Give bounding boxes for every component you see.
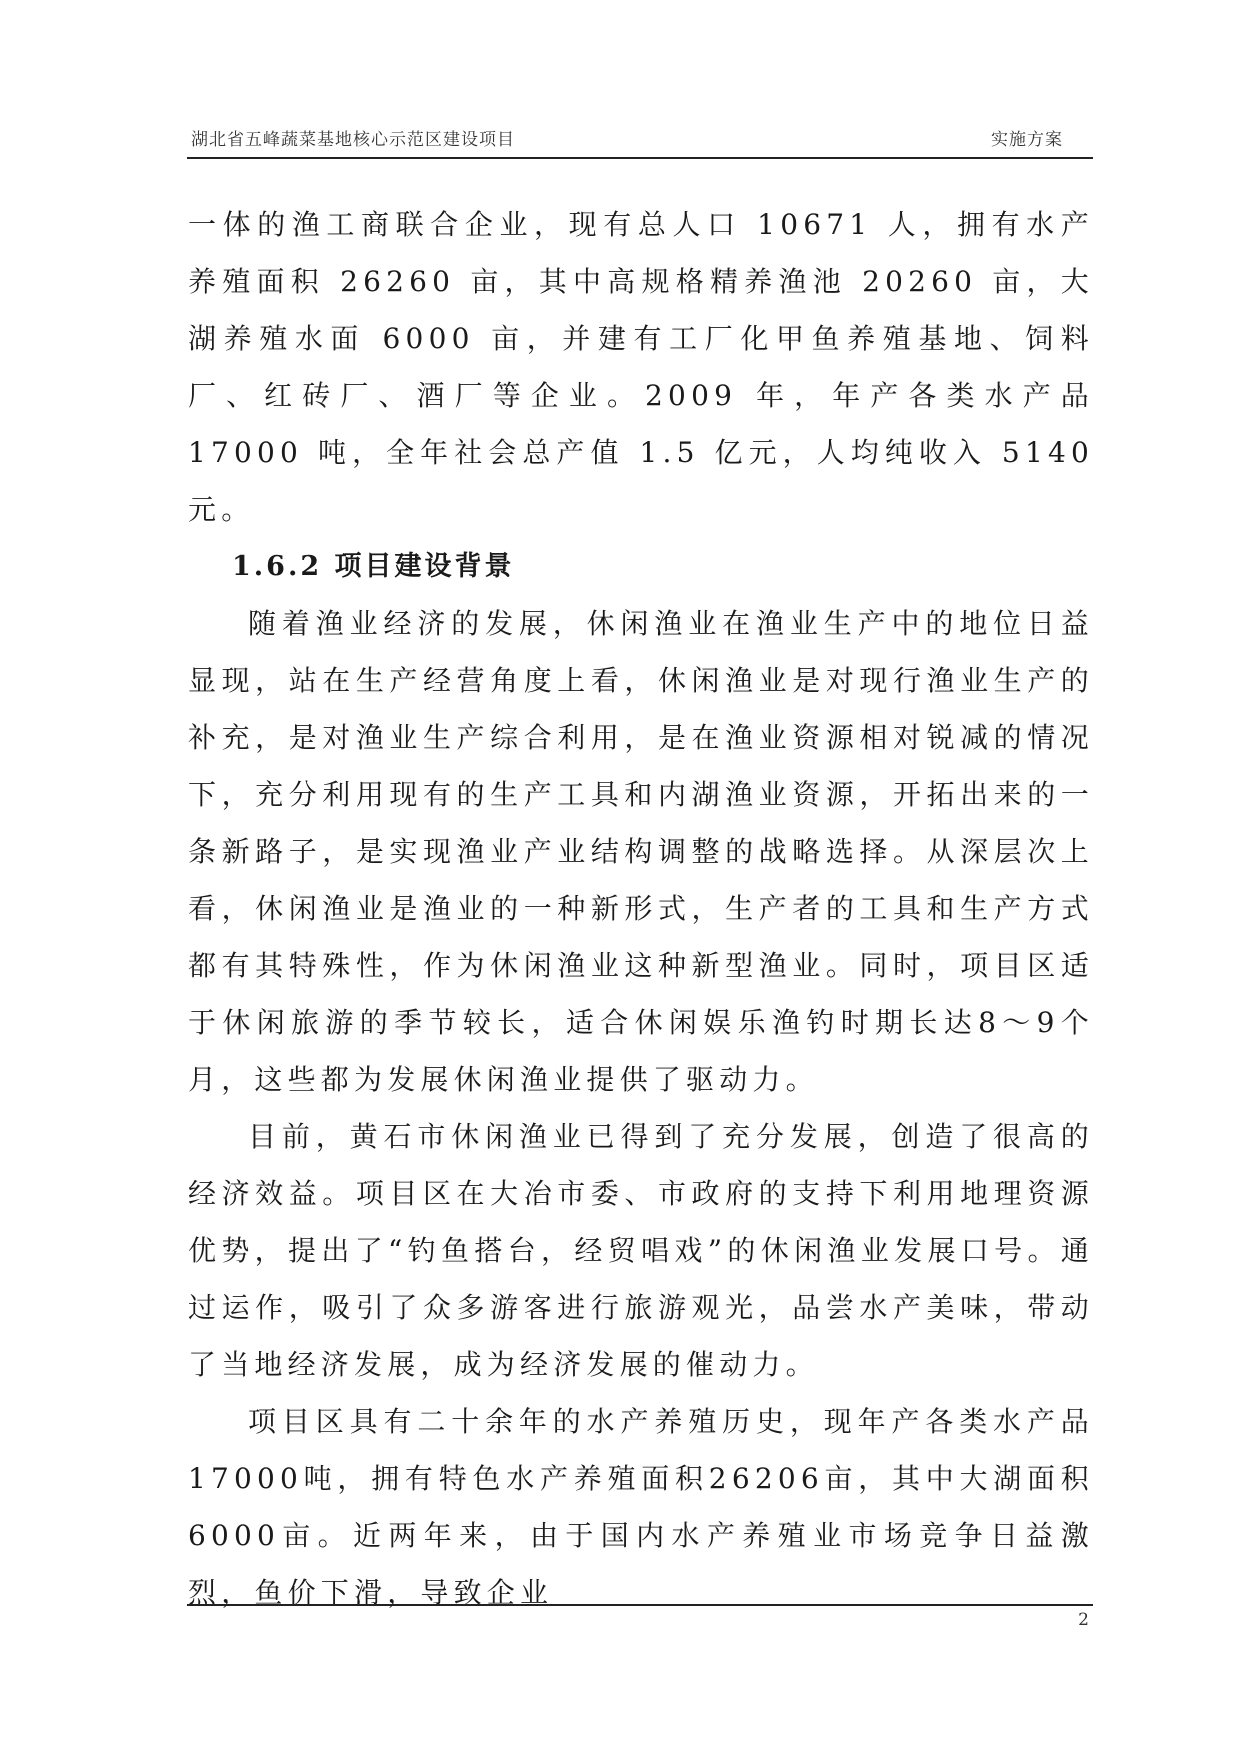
header-document-type: 实施方案	[991, 130, 1063, 150]
page-footer	[187, 1604, 1093, 1630]
paragraph-leisure-fishery-background: 随着渔业经济的发展，休闲渔业在渔业生产中的地位日益显现，站在生产经营角度上看，休闲渔业是对现行渔业生产的补充，是对渔业生产综合利用，是在渔业资源相对锐减的情况下，充分利用现有的生产工具和内湖渔业资源，开拓出来的一条新路子，是实现渔业产业结构调整的战略选择。从深层次上看，休闲渔业是渔业的一种新形式，生产者的工具和生产方式都有其特殊性，作为休闲渔业这种新型渔业。同时，项目区适于休闲旅游的季节较长，适合休闲娱乐渔钓时期长达8～9个月，这些都为发展休闲渔业提供了驱动力。	[188, 607, 1094, 1096]
header-project-title: 湖北省五峰蔬菜基地核心示范区建设项目	[191, 130, 515, 150]
paragraph-aquaculture-history: 项目区具有二十余年的水产养殖历史，现年产各类水产品17000吨，拥有特色水产养殖面积26206亩，其中大湖面积6000亩。近两年来，由于国内水产养殖业市场竞争日益激烈，鱼价下滑，导致企业	[188, 1405, 1094, 1609]
paragraph-huangshi-development: 目前，黄石市休闲渔业已得到了充分发展，创造了很高的经济效益。项目区在大冶市委、市政府的支持下利用地理资源优势，提出了“钓鱼搭台，经贸唱戏”的休闲渔业发展口号。通过运作，吸引了众多游客进行旅游观光，品尝水产美味，带动了当地经济发展，成为经济发展的催动力。	[188, 1120, 1094, 1381]
section-heading: 1.6.2 项目建设背景	[232, 551, 515, 582]
paragraph-enterprise-overview: 一体的渔工商联合企业，现有总人口 10671 人，拥有水产养殖面积 26260 亩，其中高规格精养渔池 20260 亩，大湖养殖水面 6000 亩，并建有工厂化甲鱼养殖基地、饲料厂、红砖厂、酒厂等企业。2009 年，年产各类水产品 17000 吨，全年社会总产值 1.5 亿元，人均纯收入 5140 元。	[188, 208, 1094, 526]
page-header	[187, 117, 1093, 159]
page-number: 2	[1078, 1610, 1089, 1630]
document-body	[188, 196, 1094, 1621]
